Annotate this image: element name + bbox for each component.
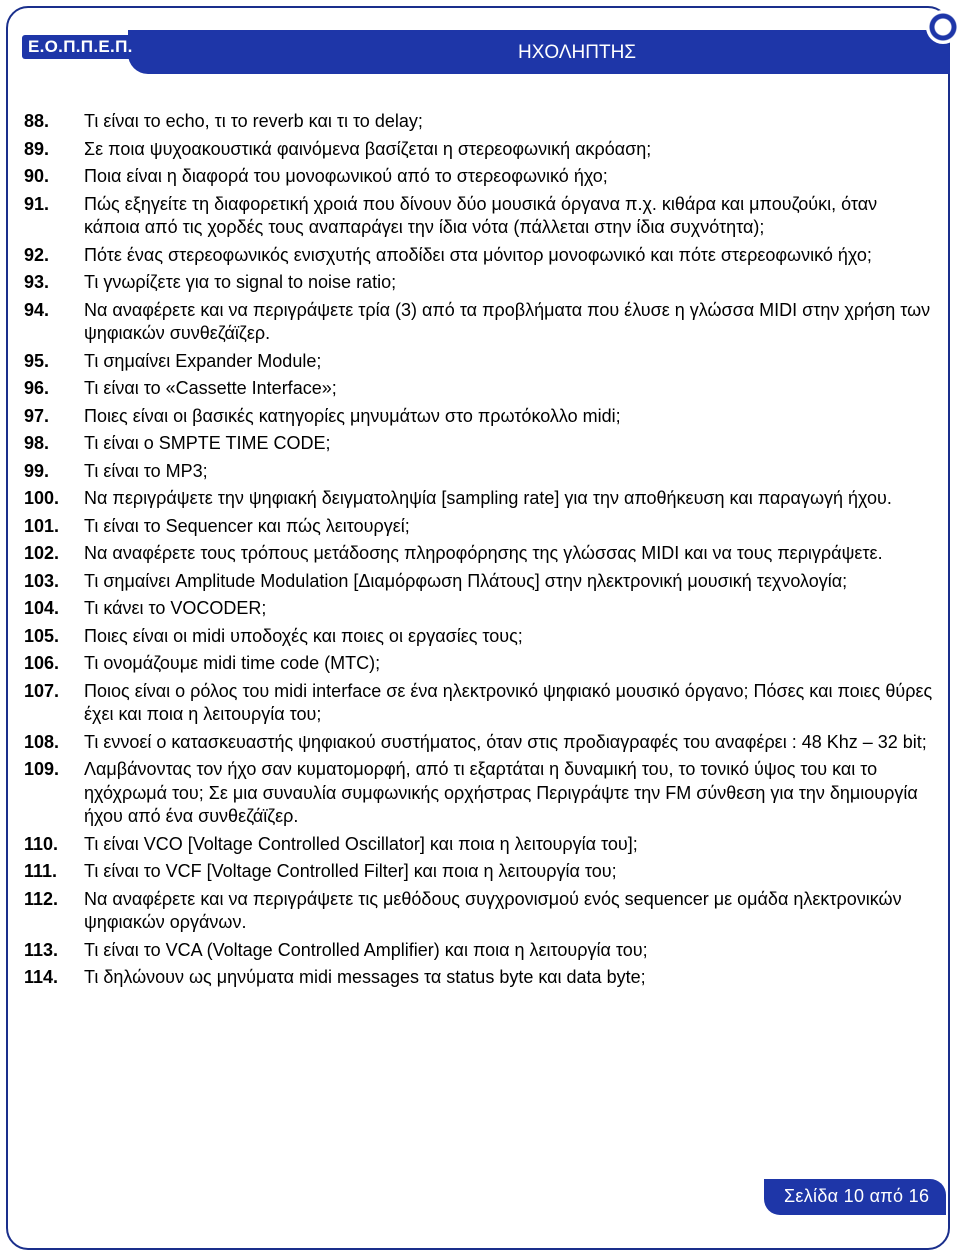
question-number: 103. [24, 570, 60, 591]
question-text: Λαμβάνοντας τον ήχο σαν κυματομορφή, από τι εξαρτάται η δυναμική του, το τονικό ύψος του και το ηχόχρωμά του; Σε μια συναυλία συμφωνικής ορχήστρας Περιγράψτε την FM σύνθεση για την δημιουργία ήχου από ένα συνθεζάϊζερ. [84, 759, 918, 826]
question-text: Ποιες είναι οι βασικές κατηγορίες μηνυμάτων στο πρωτόκολλο midi; [84, 405, 621, 426]
question-text: Τι είναι το Sequencer και πώς λειτουργεί; [84, 515, 410, 536]
question-item [24, 888, 934, 935]
question-number: 106. [24, 653, 60, 673]
question-item [24, 377, 934, 401]
question-text: Τι είναι VCO [Voltage Controlled Oscillator] και ποια η λειτουργία του]; [84, 833, 638, 854]
question-item [24, 652, 934, 676]
question-number: 107. [24, 680, 60, 701]
question-number: 109. [24, 759, 60, 779]
question-item [24, 966, 934, 990]
question-number: 94. [24, 299, 50, 320]
question-text: Να αναφέρετε τους τρόπους μετάδοσης πληροφόρησης της γλώσσας MIDI και να τους περιγράψετε. [84, 543, 883, 563]
question-number: 92. [24, 244, 50, 265]
question-number: 89. [24, 138, 50, 159]
question-item [24, 542, 934, 566]
question-number: 101. [24, 515, 60, 536]
question-list [24, 110, 934, 994]
question-item [24, 625, 934, 649]
question-text: Να περιγράψετε την ψηφιακή δειγματοληψία [sampling rate] για την αποθήκευση και παραγωγή ήχου. [84, 488, 892, 508]
question-number: 97. [24, 405, 50, 426]
question-number: 96. [24, 378, 50, 398]
question-number: 104. [24, 598, 60, 618]
question-number: 114. [24, 967, 59, 987]
question-text: Τι σημαίνει Expander Module; [84, 350, 322, 371]
question-text: Ποιος είναι ο ρόλος του midi interface σε ένα ηλεκτρονικό ψηφιακό μουσικό όργανο; Πόσες και ποιες θύρες έχει και ποια η λειτουργία του; [84, 680, 933, 724]
question-item [24, 405, 934, 429]
question-text: Τι σημαίνει Amplitude Modulation [Διαμόρφωση Πλάτους] στην ηλεκτρονική μουσική τεχνολογία; [84, 570, 848, 591]
question-item [24, 570, 934, 594]
question-item [24, 460, 934, 484]
question-item [24, 432, 934, 456]
question-text: Ποιες είναι οι midi υποδοχές και ποιες οι εργασίες τους; [84, 625, 523, 646]
question-text: Τι εννοεί ο κατασκευαστής ψηφιακού συστήματος, όταν στις προδιαγραφές του αναφέρει : 48 Khz – 32 bit; [84, 731, 927, 752]
question-number: 100. [24, 488, 60, 508]
question-item [24, 244, 934, 268]
question-item [24, 860, 934, 884]
question-text: Πώς εξηγείτε τη διαφορετική χροιά που δίνουν δύο μουσικά όργανα π.χ. κιθάρα και μπουζούκι, όταν κάποια από τις χορδές τους αναπαράγει την ίδια νότα (πάλλεται στην ίδια συχνότητα); [84, 193, 878, 237]
question-text: Τι είναι το MP3; [84, 460, 208, 481]
question-number: 90. [24, 166, 50, 186]
question-text: Να αναφέρετε και να περιγράψετε τρία (3) από τα προβλήματα που έλυσε η γλώσσα MIDI στην χρήση των ψηφιακών συνθεζάϊζερ. [84, 299, 931, 343]
question-text: Τι ονομάζουμε midi time code (MTC); [84, 653, 381, 673]
question-text: Τι κάνει το VOCODER; [84, 598, 267, 618]
question-number: 88. [24, 111, 50, 131]
question-item [24, 515, 934, 539]
organization-name: Ε.Ο.Π.Π.Ε.Π. [22, 35, 139, 59]
question-item [24, 138, 934, 162]
page-header [8, 8, 948, 90]
question-item [24, 731, 934, 755]
question-item [24, 110, 934, 134]
question-number: 91. [24, 193, 50, 214]
question-text: Τι είναι το echo, τι το reverb και τι το delay; [84, 111, 423, 131]
question-item [24, 680, 934, 727]
question-number: 113. [24, 939, 59, 960]
question-item [24, 597, 934, 621]
question-text: Να αναφέρετε και να περιγράψετε τις μεθόδους συγχρονισμού ενός sequencer με ομάδα ηλεκτρονικών ψηφιακών οργάνων. [84, 888, 902, 932]
document-title: ΗΧΟΛΗΠΤΗΣ [518, 42, 637, 63]
question-number: 95. [24, 350, 50, 371]
question-number: 110. [24, 833, 59, 854]
question-text: Πότε ένας στερεοφωνικός ενισχυτής αποδίδει στα μόνιτορ μονοφωνικό και πότε στερεοφωνικό ήχο; [84, 244, 872, 265]
question-number: 111. [24, 861, 58, 881]
question-text: Ποια είναι η διαφορά του μονοφωνικού από το στερεοφωνικό ήχο; [84, 166, 608, 186]
question-text: Τι είναι το «Cassette Interface»; [84, 378, 337, 398]
question-item [24, 833, 934, 857]
question-number: 105. [24, 625, 60, 646]
question-item [24, 939, 934, 963]
question-number: 93. [24, 272, 50, 292]
corner-ring-icon [926, 10, 960, 44]
question-text: Τι δηλώνουν ως μηνύματα midi messages τα status byte και data byte; [84, 967, 646, 987]
question-item [24, 165, 934, 189]
question-item [24, 487, 934, 511]
question-text: Τι είναι ο SMPTE TIME CODE; [84, 433, 331, 453]
question-item [24, 350, 934, 374]
question-item [24, 299, 934, 346]
question-number: 112. [24, 888, 59, 909]
question-number: 98. [24, 433, 50, 453]
question-item [24, 193, 934, 240]
question-number: 99. [24, 460, 50, 481]
question-text: Τι γνωρίζετε για το signal to noise ratio; [84, 272, 397, 292]
question-item [24, 271, 934, 295]
question-text: Σε ποια ψυχοακουστικά φαινόμενα βασίζεται η στερεοφωνική ακρόαση; [84, 138, 652, 159]
page-number: Σελίδα 10 από 16 [784, 1186, 930, 1206]
question-number: 108. [24, 731, 60, 752]
question-text: Τι είναι το VCA (Voltage Controlled Amplifier) και ποια η λειτουργία του; [84, 939, 648, 960]
question-item [24, 758, 934, 829]
question-text: Τι είναι το VCF [Voltage Controlled Filter] και ποια η λειτουργία του; [84, 861, 617, 881]
question-number: 102. [24, 543, 60, 563]
